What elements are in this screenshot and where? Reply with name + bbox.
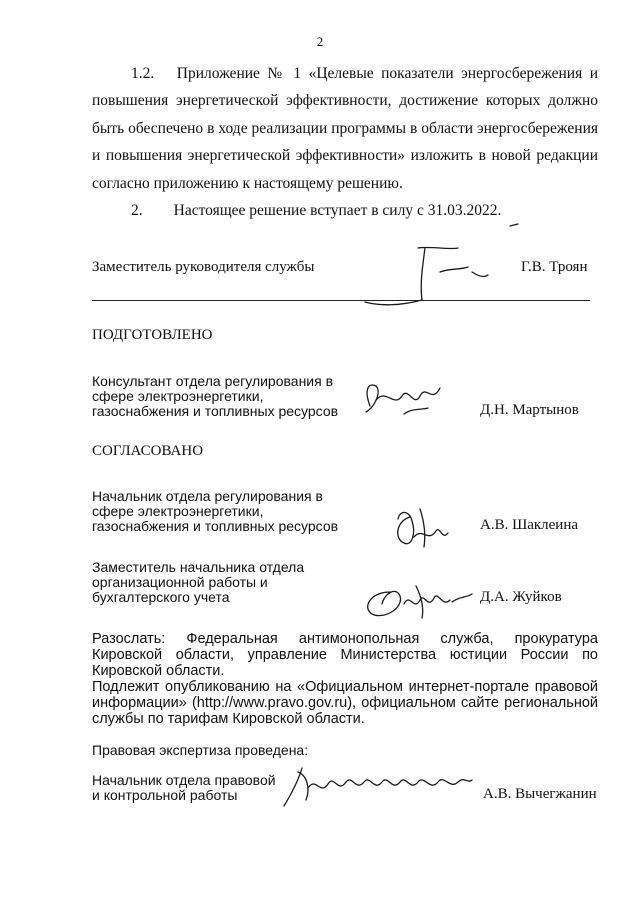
approved-second-name: Д.А. Жуйков xyxy=(480,589,562,605)
prepared-name: Д.Н. Мартынов xyxy=(480,402,579,418)
approved-first-name: А.В. Шаклеина xyxy=(480,517,579,533)
distribution-list: Разослать: Федеральная антимонопольная служба, прокуратура Кировской области, управление Министерства юстиции России по Кировской области. xyxy=(92,631,598,679)
publication-note: Подлежит опубликованию на «Официальном интернет-портале правовой информации» (http://www.pravo.gov.ru), официальном сайте региональной службы по тарифам Кировской области. xyxy=(92,679,598,727)
page-number: 2 xyxy=(316,34,324,49)
clause-1-2-block xyxy=(92,60,598,224)
prepared-heading: ПОДГОТОВЛЕНО xyxy=(92,327,213,343)
prepared-position xyxy=(92,374,338,419)
approved-first-position-line: газоснабжения и топливных ресурсов xyxy=(92,518,339,534)
clause-2: 2. Настоящее решение вступает в силу с 31.03.2022. xyxy=(131,202,502,220)
clause-1-2: 1.2. Приложение № 1 «Целевые показатели энергосбережения и повышения энергетической эффективности, достижение которых должно быть обеспечено в ходе реализации программы в области энергосбережения и повышения энергетической эффективности» изложить в новой редакции согласно приложению к настоящему решению. xyxy=(92,65,598,192)
approved-first-position xyxy=(92,489,338,534)
approved-first-position-line: сфере электроэнергетики, xyxy=(92,503,264,519)
expertise-position xyxy=(92,773,276,803)
approved-second-signature xyxy=(360,578,475,623)
deputy-title: Заместитель руководителя службы xyxy=(92,259,315,275)
approved-first-position-line: Начальник отдела регулирования в xyxy=(92,488,323,504)
approved-second-position xyxy=(92,560,304,605)
expertise-position-line: Начальник отдела правовой xyxy=(92,772,276,788)
expertise-position-line: и контрольной работы xyxy=(92,787,238,803)
expertise-heading: Правовая экспертиза проведена: xyxy=(92,742,309,758)
approved-second-position-line: организационной работы и xyxy=(92,574,268,590)
signature-divider xyxy=(92,300,590,301)
prepared-position-line: газоснабжения и топливных ресурсов xyxy=(92,403,339,419)
approved-first-signature xyxy=(390,497,455,557)
prepared-position-line: Консультант отдела регулирования в xyxy=(92,373,334,389)
approved-second-position-line: бухгалтерского учета xyxy=(92,589,230,605)
expertise-signature xyxy=(280,760,480,810)
approved-second-position-line: Заместитель начальника отдела xyxy=(92,559,305,575)
deputy-name: Г.В. Троян xyxy=(521,259,588,275)
expertise-name: А.В. Вычегжанин xyxy=(483,786,597,802)
prepared-signature xyxy=(356,378,451,428)
approved-heading: СОГЛАСОВАНО xyxy=(92,443,204,459)
prepared-position-line: сфере электроэнергетики, xyxy=(92,388,264,404)
